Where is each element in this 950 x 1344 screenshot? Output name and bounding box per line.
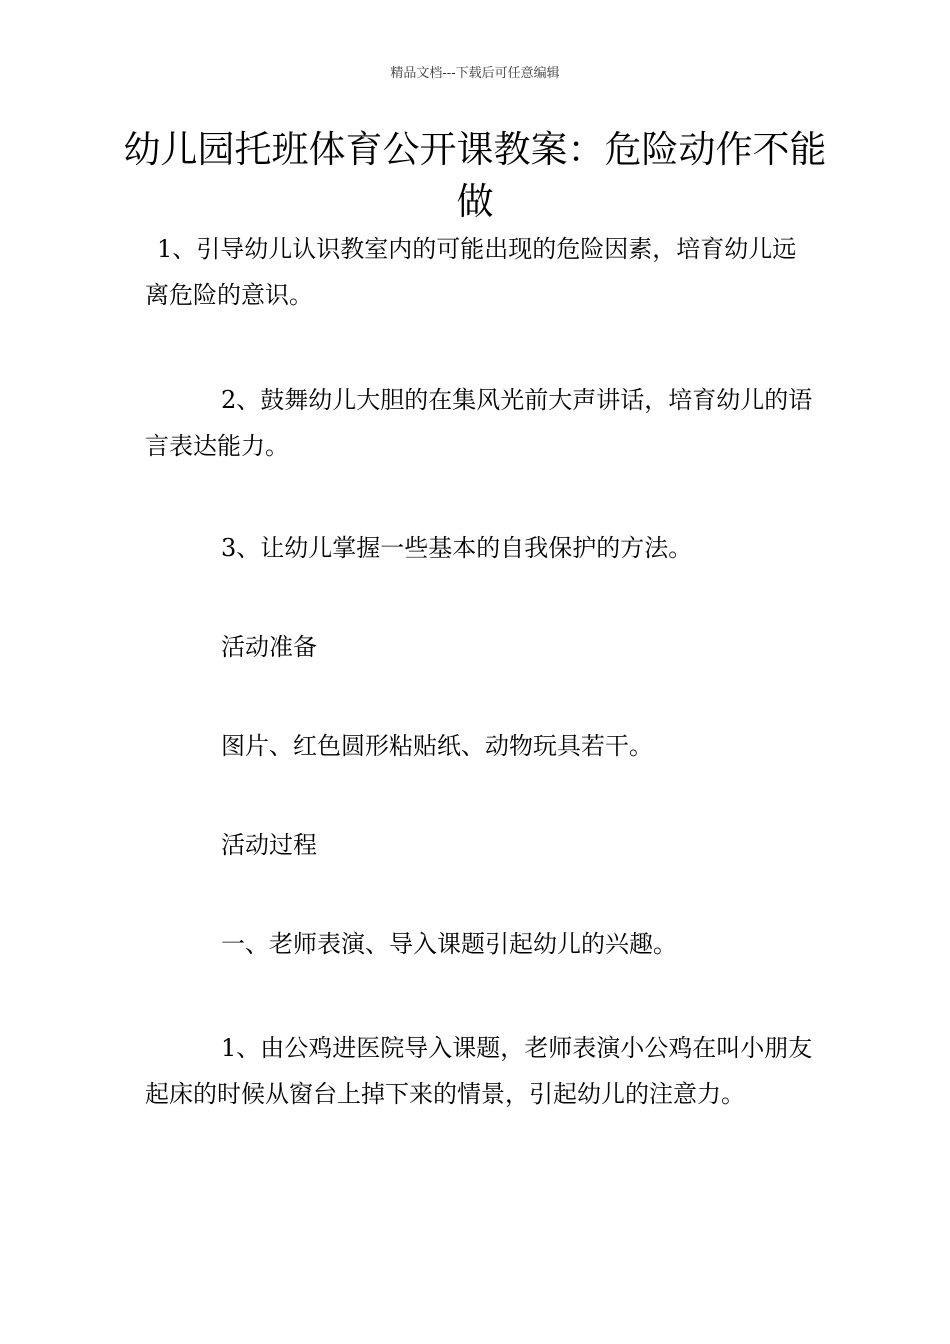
paragraph-step-one-detail: 1、由公鸡进医院导入课题，老师表演小公鸡在叫小朋友起床的时候从窗台上掉下来的情景，引起幼儿的注意力。 <box>145 1034 813 1108</box>
section-heading-process: 活动过程 <box>221 831 317 859</box>
paragraph-materials: 图片、红色圆形粘贴纸、动物玩具若干。 <box>221 732 653 760</box>
paragraph-objective-2: 2、鼓舞幼儿大胆的在集风光前大声讲话，培育幼儿的语言表达能力。 <box>145 386 813 460</box>
paragraph-objective-1: 1、引导幼儿认识教室内的可能出现的危险因素，培育幼儿远离危险的意识。 <box>145 235 797 309</box>
paragraph-objective-3: 3、让幼儿掌握一些基本的自我保护的方法。 <box>221 534 693 562</box>
paragraph-step-one: 一、老师表演、导入课题引起幼儿的兴趣。 <box>221 930 677 958</box>
section-heading-preparation: 活动准备 <box>221 633 317 661</box>
page-header: 精品文档---下载后可任意编辑 <box>390 66 560 81</box>
document-title: 幼儿园托班体育公开课教案：危险动作不能做 <box>123 128 827 223</box>
